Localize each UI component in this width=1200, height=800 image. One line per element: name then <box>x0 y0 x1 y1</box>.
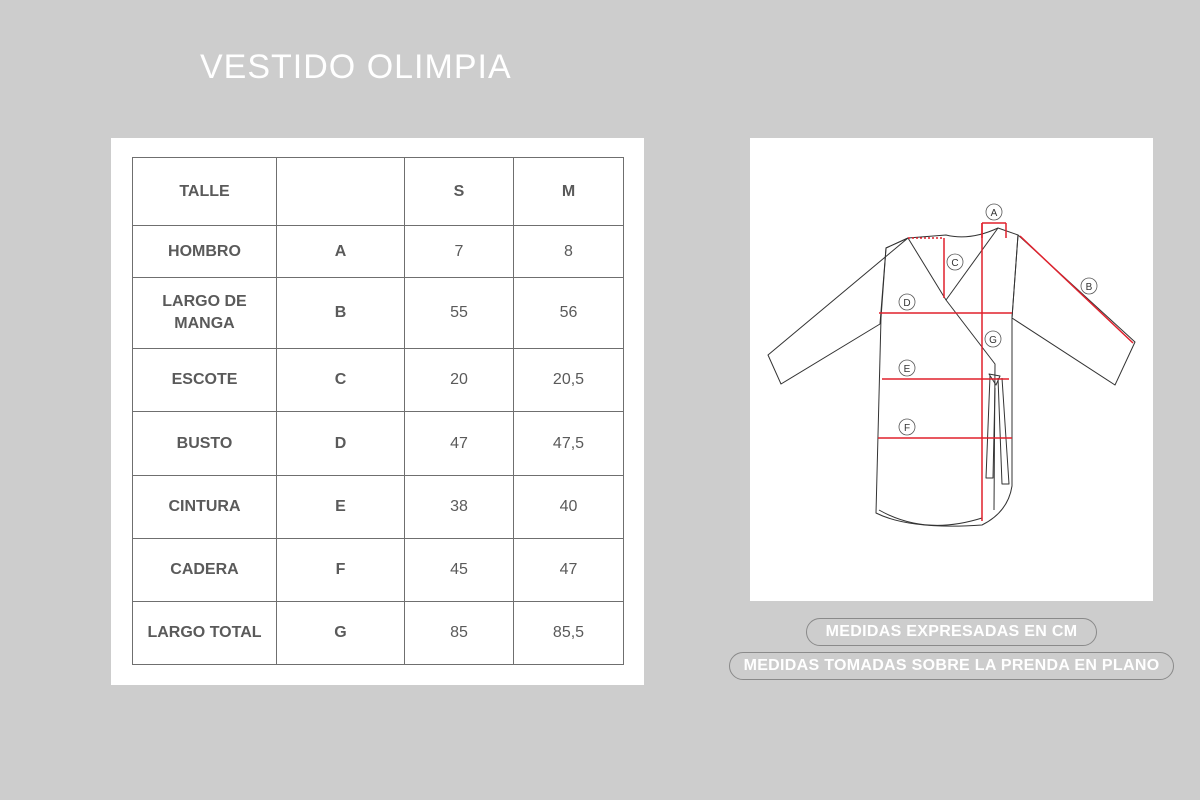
row-label: LARGO DE MANGA <box>133 278 277 349</box>
table-header-row <box>133 158 624 226</box>
garment-diagram-panel <box>750 138 1153 601</box>
row-code: C <box>277 349 405 412</box>
hem-overlap <box>879 510 982 525</box>
marker-f <box>899 419 915 435</box>
measure-b <box>1020 236 1133 343</box>
svg-text:E: E <box>903 364 911 375</box>
row-label: HOMBRO <box>133 226 277 278</box>
marker-c <box>947 254 963 270</box>
svg-text:A: A <box>990 208 998 219</box>
svg-text:C: C <box>951 258 959 269</box>
left-sleeve <box>768 238 911 384</box>
row-label: CADERA <box>133 539 277 602</box>
table-row <box>133 476 624 539</box>
marker-e <box>899 360 915 376</box>
row-value-m: 56 <box>514 278 624 349</box>
row-value-s: 7 <box>405 226 514 278</box>
row-value-s: 85 <box>405 602 514 665</box>
size-table <box>132 157 624 665</box>
size-table-panel <box>111 138 644 685</box>
row-value-s: 55 <box>405 278 514 349</box>
row-value-m: 20,5 <box>514 349 624 412</box>
dress-body <box>876 228 1018 526</box>
marker-g <box>985 331 1001 347</box>
svg-text:B: B <box>1085 282 1093 293</box>
row-code: B <box>277 278 405 349</box>
page-title: VESTIDO OLIMPIA <box>200 48 512 86</box>
table-row <box>133 412 624 476</box>
row-code: F <box>277 539 405 602</box>
row-value-m: 47 <box>514 539 624 602</box>
row-value-m: 47,5 <box>514 412 624 476</box>
row-value-s: 47 <box>405 412 514 476</box>
row-value-m: 8 <box>514 226 624 278</box>
table-row <box>133 539 624 602</box>
table-row <box>133 349 624 412</box>
row-value-s: 20 <box>405 349 514 412</box>
table-row <box>133 278 624 349</box>
table-row <box>133 226 624 278</box>
note-flat-measure: MEDIDAS TOMADAS SOBRE LA PRENDA EN PLANO <box>729 652 1174 680</box>
row-value-m: 85,5 <box>514 602 624 665</box>
row-code: G <box>277 602 405 665</box>
row-label: BUSTO <box>133 412 277 476</box>
svg-text:D: D <box>903 298 911 309</box>
row-value-m: 40 <box>514 476 624 539</box>
right-sleeve <box>1012 235 1135 385</box>
tie-left <box>986 376 995 478</box>
header-size-s: S <box>405 158 514 226</box>
note-units: MEDIDAS EXPRESADAS EN CM <box>806 618 1097 646</box>
row-code: E <box>277 476 405 539</box>
marker-d <box>899 294 915 310</box>
garment-diagram <box>750 138 1153 601</box>
svg-text:F: F <box>903 423 911 434</box>
marker-b <box>1081 278 1097 294</box>
row-value-s: 38 <box>405 476 514 539</box>
tie-right <box>998 378 1009 484</box>
row-code: D <box>277 412 405 476</box>
marker-a <box>986 204 1002 220</box>
header-talle: TALLE <box>133 158 277 226</box>
row-label: CINTURA <box>133 476 277 539</box>
header-code <box>277 158 405 226</box>
table-row <box>133 602 624 665</box>
dress-outline <box>768 228 1135 526</box>
row-value-s: 45 <box>405 539 514 602</box>
header-size-m: M <box>514 158 624 226</box>
row-label: LARGO TOTAL <box>133 602 277 665</box>
row-code: A <box>277 226 405 278</box>
svg-text:G: G <box>989 335 997 346</box>
row-label: ESCOTE <box>133 349 277 412</box>
